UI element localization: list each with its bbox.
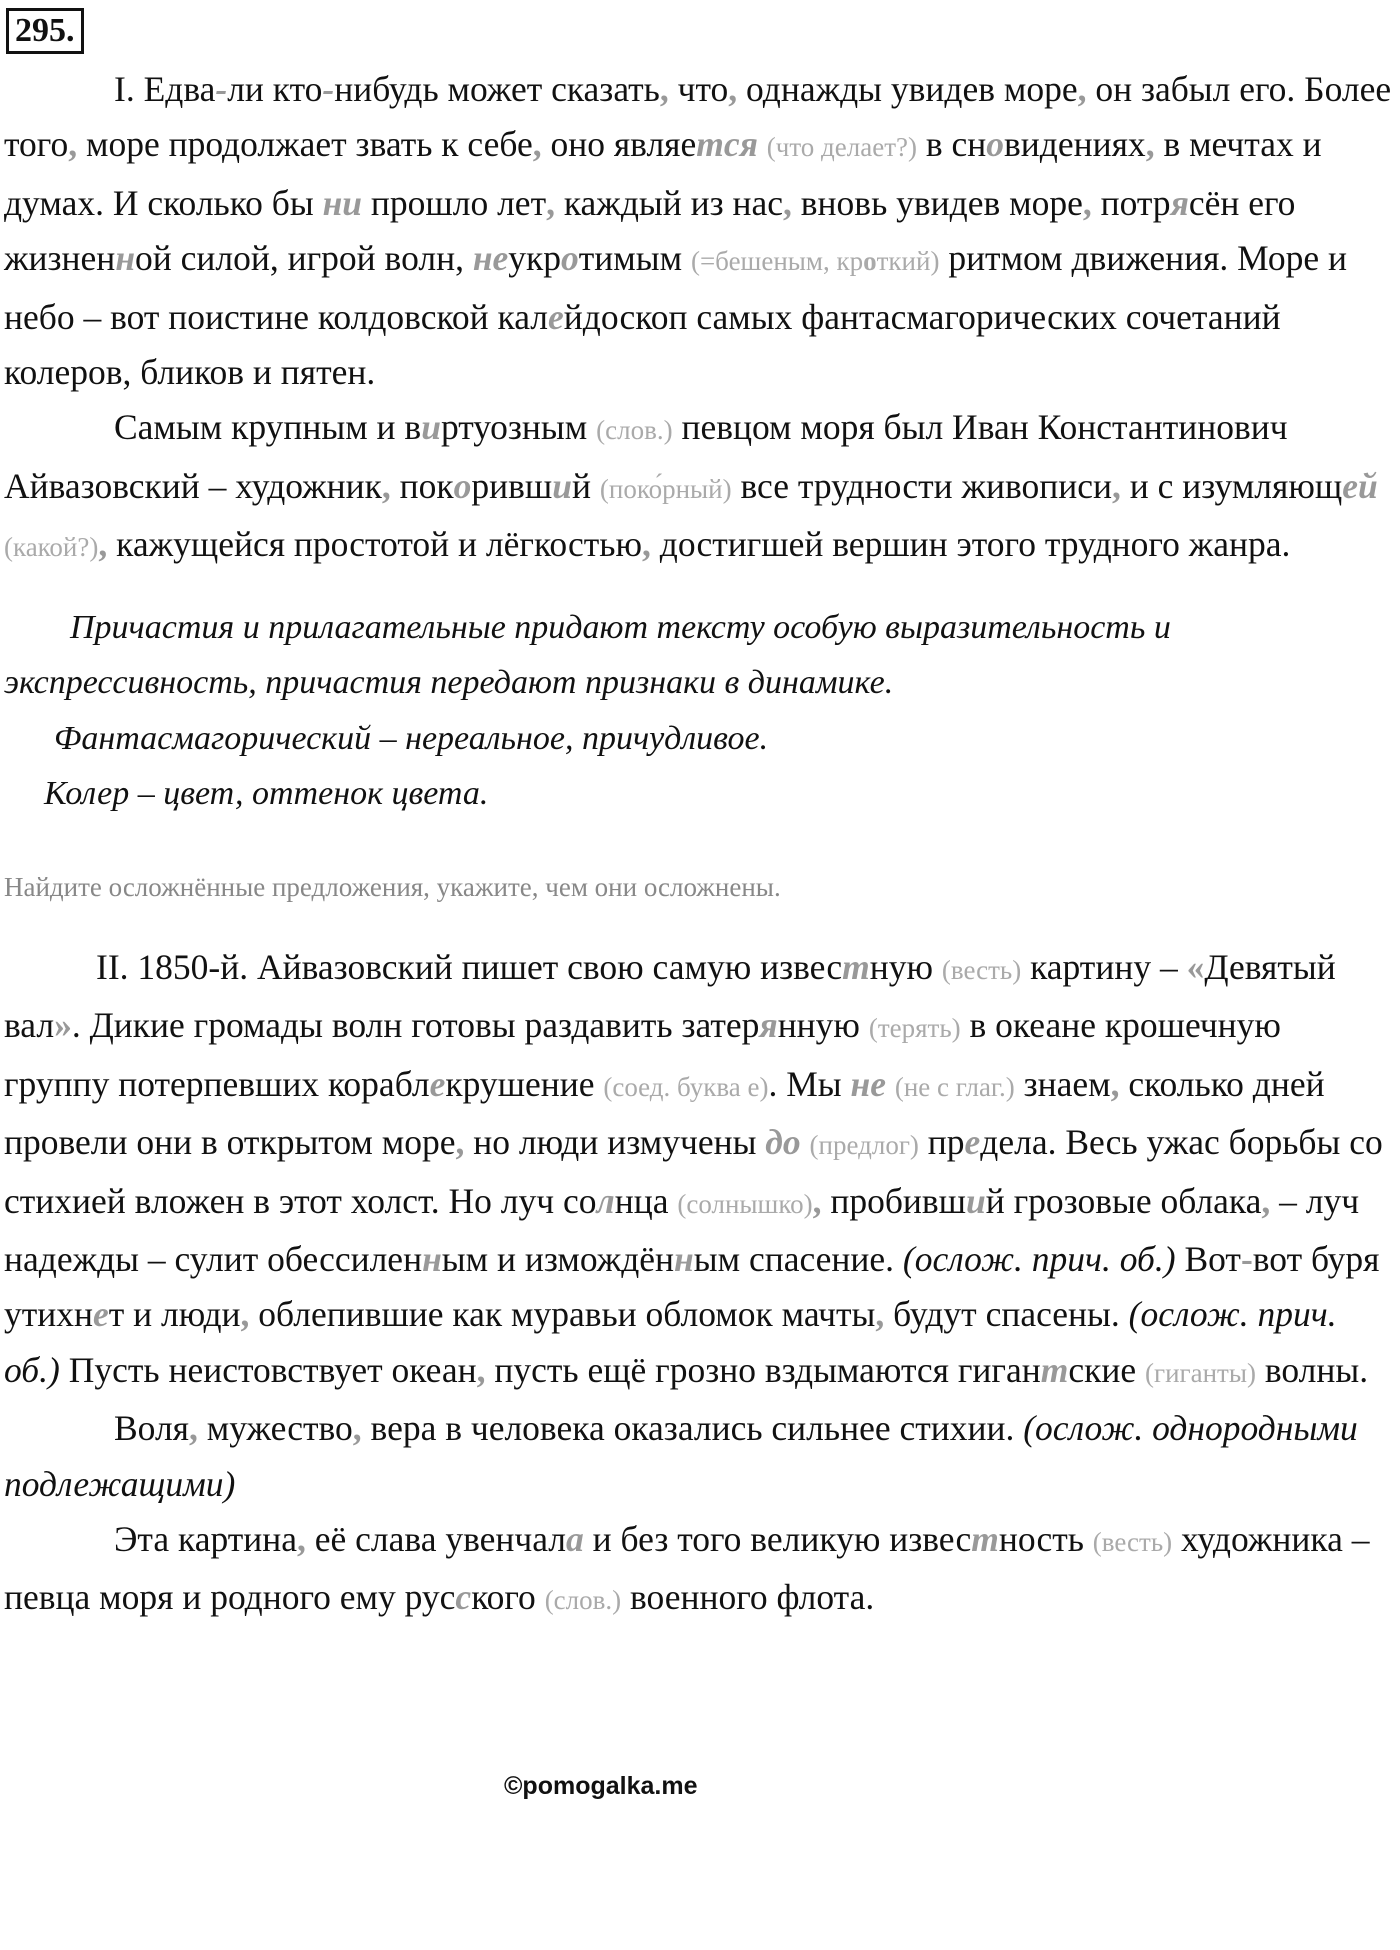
paragraph-1: I. Едва-ли кто-нибудь может сказать, что, однажды увидев море, он забыл его. Более того, море продолжает звать к себе, оно является (что делает?) в сновидениях, в мечтах и думах. И сколько бы ни прошло лет, каждый из нас, вновь увидев море, потрясён его жизненной силой, игрой волн, неукротимым (=бешеным, кроткий) ритмом движения. Море и небо – вот поистине колдовской калейдоскоп самых фантасмагорических сочетаний колеров, бликов и пятен. [4, 69, 1392, 393]
paragraph-5: Эта картина, её слава увенчала и без того великую известность (весть) художника – певца моря и родного ему русского (слов.) военного флота. [4, 1519, 1370, 1618]
notes [4, 600, 1394, 822]
paragraph-2: Самым крупным и виртуозным (слов.) певцом моря был Иван Константинович Айвазовский – художник, покоривший (поко́рный) все трудности живописи, и с изумляющей (какой?), кажущейся простотой и лёгкостью, достигшей вершин этого трудного жанра. [4, 407, 1378, 565]
note-koler: Колер – цвет, оттенок цвета. [44, 775, 489, 813]
paragraph-3: II. 1850-й. Айвазовский пишет свою самую известную (весть) картину – «Девятый вал». Дикие громады волн готовы раздавить затерянную (терять) в океане крошечную группу потерпевших кораблекрушение (соед. буква е). Мы не (не с глаг.) знаем, сколько дней провели они в открытом море, но люди измучены до (предлог) предела. Весь ужас борьбы со стихией вложен в этот холст. Но луч солнца (солнышко), пробивший грозовые облака, – луч надежды – сулит обессиленным и измождённым спасение. (ослож. прич. об.) Вот-вот буря утихнет и люди, облепившие как муравьи обломок мачты, будут спасены. (ослож. прич. об.) Пусть неистовствует океан, пусть ещё грозно вздымаются гигантские (гиганты) волны. [4, 947, 1383, 1390]
note-fantasmagorical: Фантасмагорический – нереальное, причудливое. [54, 719, 769, 757]
section-2-text [4, 940, 1394, 1629]
exercise-number: 295. [6, 8, 84, 54]
section-1-text [4, 62, 1394, 576]
watermark: ©pomogalka.me [504, 1772, 698, 1800]
paragraph-4: Воля, мужество, вера в человека оказались сильнее стихии. (ослож. однородными подлежащими) [4, 1408, 1358, 1504]
task-instruction: Найдите осложнённые предложения, укажите, чем они осложнены. [4, 872, 781, 902]
note-participles: Причастия и прилагательные придают тексту особую выразительность и экспрессивность, причастия передают признаки в динамике. [4, 609, 1171, 702]
